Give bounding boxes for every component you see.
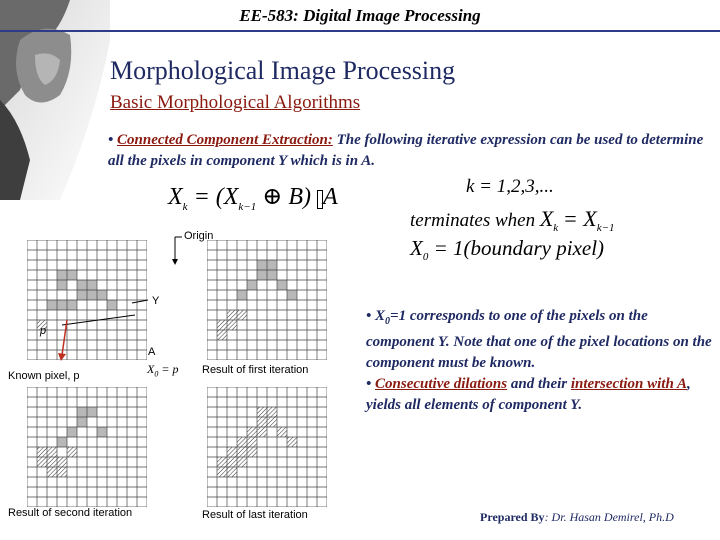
known-pixel-arrowhead-icon: [58, 353, 66, 361]
init-rhs: = 1(boundary pixel): [433, 236, 605, 260]
caption-last-iteration: Result of last iteration: [202, 509, 308, 521]
grid-cell-hatched: [227, 447, 237, 457]
bullet-text: The following iterative expression can be used to determine all the pixels in component Y which is in A.: [108, 132, 704, 169]
grid-cell-hatched: [267, 407, 277, 417]
grid-cell-hatched: [287, 437, 297, 447]
grid-cell-shaded: [267, 270, 277, 280]
grid-cell-hatched: [257, 427, 267, 437]
grid-cell-hatched: [227, 310, 237, 320]
note2-highlight-intersection: intersection with A: [570, 376, 688, 392]
grid-cell-hatched: [227, 457, 237, 467]
grid-cell-hatched: [237, 447, 247, 457]
grid-cell-shaded: [257, 260, 267, 270]
label-x0: X: [147, 362, 155, 376]
grid-cell-shaded: [247, 280, 257, 290]
grid-cell-hatched: [217, 320, 227, 330]
grid-cell-hatched: [67, 447, 77, 457]
caption-second-iteration: Result of second iteration: [8, 507, 133, 519]
eq-main-lhs: X: [168, 184, 183, 210]
grid-cell-hatched: [37, 447, 47, 457]
grid-cell-shaded: [77, 417, 87, 427]
grid-cell-shaded: [57, 437, 67, 447]
grid-cell-hatched: [247, 447, 257, 457]
eq-main-lhs-sub: k: [182, 200, 188, 213]
grid-cell-hatched: [227, 320, 237, 330]
grid-cell-shaded: [237, 290, 247, 300]
note1-prefix: • X: [366, 308, 386, 324]
note2-highlight-dilations: Consecutive dilations: [375, 376, 508, 392]
note2-prefix: •: [366, 376, 376, 392]
k-range: k = 1,2,3,...: [466, 176, 554, 197]
grid-cell-hatched: [237, 437, 247, 447]
caption-first-iteration: Result of first iteration: [202, 364, 309, 376]
label-origin: Origin: [184, 230, 214, 242]
label-p: p: [40, 325, 47, 337]
grid-cell-hatched: [227, 467, 237, 477]
note2-end: , yields all elements of component Y.: [366, 376, 691, 413]
grid-cell-hatched: [47, 447, 57, 457]
grid-cell-hatched: [257, 407, 267, 417]
grid-cell-hatched: [237, 310, 247, 320]
bullet-marker: •: [108, 132, 114, 148]
bullet-term: Connected Component Extraction:: [117, 132, 333, 148]
course-title: EE-583: Digital Image Processing: [239, 6, 481, 25]
main-equation: [168, 182, 338, 213]
footer-credit: [480, 510, 674, 525]
grid-cell-shaded: [87, 407, 97, 417]
note1-sub: 0: [385, 316, 391, 327]
eq-main-end: A: [323, 184, 338, 210]
grid-cell-hatched: [247, 437, 257, 447]
init-x-sub: 0: [422, 251, 429, 264]
grid-cell-hatched: [47, 457, 57, 467]
slide-subtitle: Basic Morphological Algorithms: [110, 92, 361, 113]
label-a: A: [148, 346, 156, 358]
notes-block: [366, 306, 716, 416]
label-x0-sub: 0: [154, 369, 159, 379]
grid-cell-shaded: [77, 407, 87, 417]
initial-condition: [410, 236, 604, 263]
slide-title: Morphological Image Processing: [110, 56, 456, 85]
grid-cell-shaded: [287, 290, 297, 300]
grid-cell-hatched: [47, 467, 57, 477]
grid-cell-hatched: [237, 457, 247, 467]
grid-cell-hatched: [57, 457, 67, 467]
grid-cell-hatched: [257, 417, 267, 427]
note1-text: =1 corresponds to one of the pixels on the component Y. Note that one of the pixel locations on the component must be known.: [366, 308, 712, 371]
note2-mid: and their: [507, 376, 571, 392]
eq-main-rhs: = (X: [193, 184, 239, 210]
grid-cell-shaded: [257, 270, 267, 280]
label-x0-eq: [147, 362, 178, 378]
footer-text: : Dr. Hasan Demirel, Ph.D: [544, 510, 674, 524]
figure-annotations: [0, 225, 200, 385]
grid-cell-hatched: [57, 467, 67, 477]
note-line-2: [366, 374, 716, 416]
caption-known-pixel: Known pixel, p: [8, 370, 80, 382]
term-x-sub: k: [553, 221, 559, 234]
grid-last-iteration: [207, 387, 327, 507]
grid-cell-shaded: [67, 427, 77, 437]
label-y: Y: [152, 295, 160, 307]
init-x: X: [410, 236, 423, 260]
eq-main-rhs-sub: k−1: [238, 200, 257, 213]
grid-cell-hatched: [217, 457, 227, 467]
terminate-condition: [410, 206, 615, 234]
header-rule: [0, 30, 720, 32]
y-leader: [132, 300, 148, 303]
grid-cell-hatched: [267, 417, 277, 427]
grid-cell-shaded: [277, 280, 287, 290]
term-prefix: terminates when: [410, 210, 536, 231]
term-eq: = X: [562, 206, 597, 231]
grid-cell-shaded: [97, 427, 107, 437]
bullet-connected-component: [108, 130, 708, 172]
grid-second-iteration: [27, 387, 147, 507]
term-x: X: [539, 206, 554, 231]
footer-label: Prepared By: [480, 510, 545, 524]
p-leader: [62, 315, 135, 325]
grid-cell-hatched: [217, 330, 227, 340]
origin-arrow-icon: [172, 259, 178, 265]
note-line-1: [366, 306, 716, 374]
eq-main-rhs-end: ⊕ B): [262, 184, 317, 210]
grid-cell-hatched: [247, 427, 257, 437]
grid-cell-hatched: [277, 427, 287, 437]
grid-cell-shaded: [267, 260, 277, 270]
grid-first-iteration: [207, 240, 327, 360]
grid-cell-hatched: [217, 467, 227, 477]
grid-cell-hatched: [37, 457, 47, 467]
label-x0-rhs: = p: [161, 362, 179, 376]
term-eq-sub: k−1: [596, 221, 615, 234]
